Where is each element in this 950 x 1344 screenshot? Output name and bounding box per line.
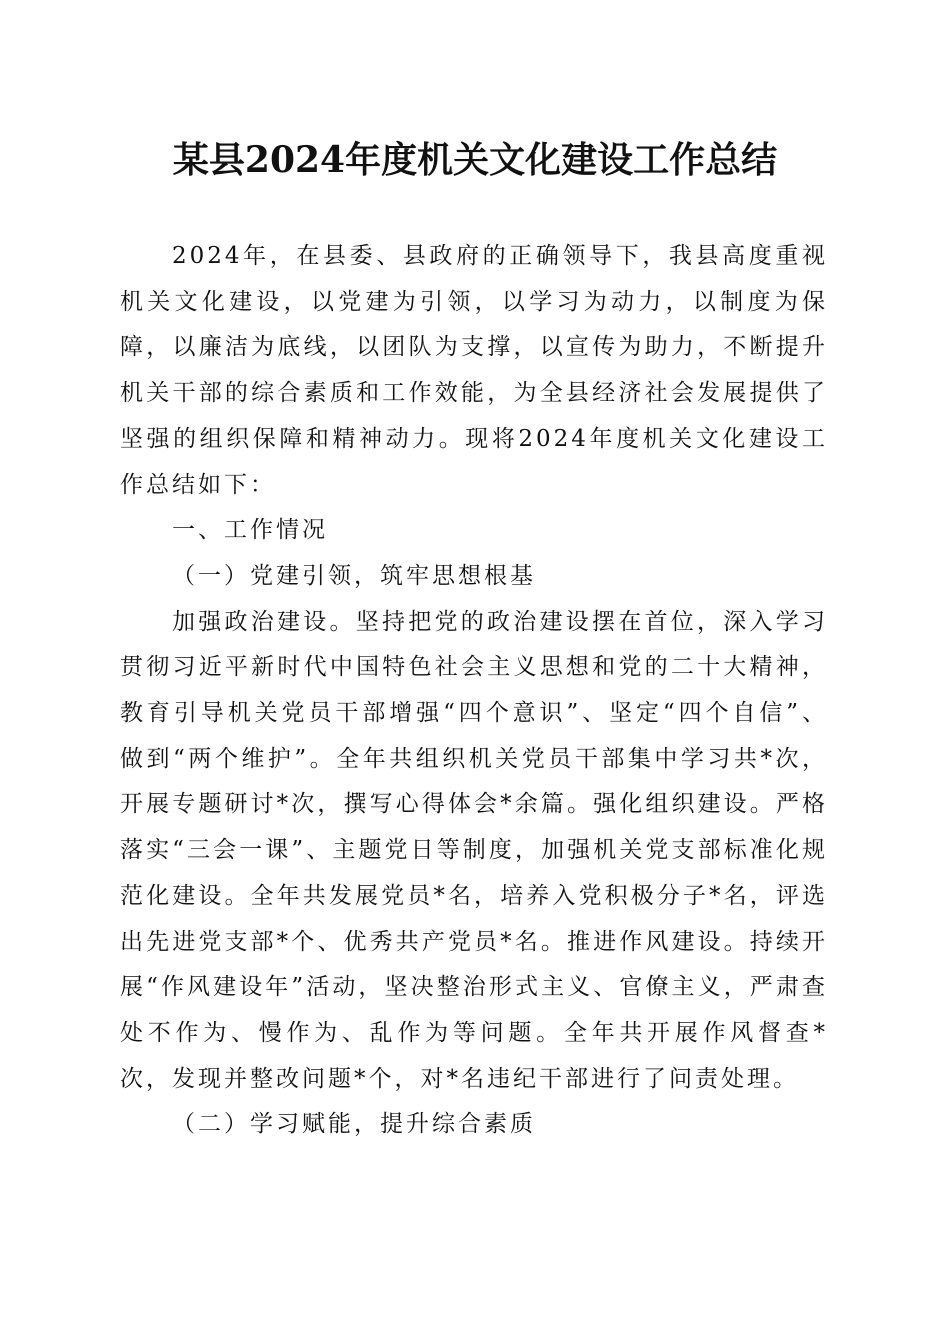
subsection-heading-party-building: （一）党建引领，筑牢思想根基 (172, 562, 536, 589)
intro-paragraph: 2024年，在县委、县政府的正确领导下，我县高度重视机关文化建设，以党建为引领，以学习为动力，以制度为保障，以廉洁为底线，以团队为支撑，以宣传为助力，不断提升机关干部的综合素质和工作效能，为全县经济社会发展提供了坚强的组织保障和精神动力。现将2024年度机关文化建设工作总结如下： (120, 243, 828, 498)
party-building-paragraph: 加强政治建设。坚持把党的政治建设摆在首位，深入学习贯彻习近平新时代中国特色社会主义思想和党的二十大精神，教育引导机关党员干部增强“四个意识”、坚定“四个自信”、做到“两个维护”。全年共组织机关党员干部集中学习共*次，开展专题研讨*次，撰写心得体会*余篇。强化组织建设。严格落实“三会一课”、主题党日等制度，加强机关党支部标准化规范化建设。全年共发展党员*名，培养入党积极分子*名，评选出先进党支部*个、优秀共产党员*名。推进作风建设。持续开展“作风建设年”活动，坚决整治形式主义、官僚主义，严肃查处不作为、慢作为、乱作为等问题。全年共开展作风督查*次，发现并整改问题*个，对*名违纪干部进行了问责处理。 (120, 608, 828, 1092)
section-heading-work-status: 一、工作情况 (172, 517, 328, 544)
document-body (120, 234, 828, 1148)
document-title: 某县2024年度机关文化建设工作总结 (172, 139, 778, 181)
subsection-heading-learning: （二）学习赋能，提升综合素质 (172, 1111, 536, 1138)
